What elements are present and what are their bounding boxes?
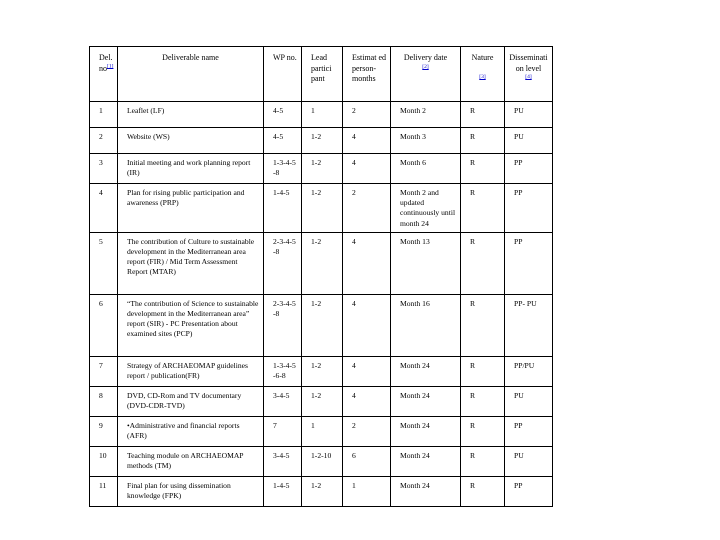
cell-deliverable-name: The contribution of Culture to sustainable development in the Mediterranean area report (FIR) / Mid Term Assessment Report (MTAR) (118, 232, 264, 294)
table-row (90, 128, 553, 154)
cell-wp-no: 2-3-4-5 -8 (264, 232, 302, 294)
cell-person-months: 4 (343, 356, 391, 386)
cell-dissemination-level: PP/PU (505, 356, 553, 386)
cell-deliverable-name: Initial meeting and work planning report (IR) (118, 154, 264, 184)
footnote-link-4[interactable]: [4] (525, 74, 532, 80)
cell-delivery-date: Month 6 (391, 154, 461, 184)
cell-lead-participant: 1-2 (302, 154, 343, 184)
cell-lead-participant: 1-2 (302, 184, 343, 233)
table-row (90, 154, 553, 184)
header-delivery-date: Delivery date [2] (391, 47, 461, 102)
table-row (90, 416, 553, 446)
cell-nature: R (461, 128, 505, 154)
cell-del-no: 8 (90, 386, 118, 416)
header-person-months: Estimat ed person-months (343, 47, 391, 102)
footnote-link-1[interactable]: [1] (107, 62, 114, 69)
table-row (90, 476, 553, 506)
cell-person-months: 4 (343, 128, 391, 154)
cell-nature: R (461, 446, 505, 476)
footnote-link-2[interactable]: [2] (422, 63, 429, 70)
header-wp-no: WP no. (264, 47, 302, 102)
cell-nature: R (461, 356, 505, 386)
cell-delivery-date: Month 2 and updated continuously until month 24 (391, 184, 461, 233)
cell-deliverable-name: •Administrative and financial reports (AFR) (118, 416, 264, 446)
cell-person-months: 2 (343, 416, 391, 446)
cell-lead-participant: 1 (302, 416, 343, 446)
cell-nature: R (461, 232, 505, 294)
cell-deliverable-name: Teaching module on ARCHAEOMAP methods (TM) (118, 446, 264, 476)
cell-delivery-date: Month 24 (391, 356, 461, 386)
cell-lead-participant: 1-2 (302, 386, 343, 416)
cell-dissemination-level: PU (505, 128, 553, 154)
cell-dissemination-level: PP (505, 154, 553, 184)
cell-nature: R (461, 294, 505, 356)
cell-lead-participant: 1-2 (302, 232, 343, 294)
cell-person-months: 4 (343, 386, 391, 416)
cell-dissemination-level: PP (505, 232, 553, 294)
cell-nature: R (461, 416, 505, 446)
cell-del-no: 9 (90, 416, 118, 446)
deliverables-table (89, 46, 553, 507)
cell-delivery-date: Month 24 (391, 446, 461, 476)
cell-lead-participant: 1-2 (302, 294, 343, 356)
cell-dissemination-level: PP (505, 476, 553, 506)
header-lead-participant: Lead partici pant (302, 47, 343, 102)
cell-wp-no: 1-4-5 (264, 476, 302, 506)
cell-del-no: 3 (90, 154, 118, 184)
cell-person-months: 4 (343, 294, 391, 356)
cell-wp-no: 1-3-4-5 -8 (264, 154, 302, 184)
cell-lead-participant: 1-2 (302, 476, 343, 506)
cell-dissemination-level: PU (505, 386, 553, 416)
cell-wp-no: 4-5 (264, 128, 302, 154)
cell-wp-no: 2-3-4-5 -8 (264, 294, 302, 356)
cell-dissemination-level: PP (505, 416, 553, 446)
cell-wp-no: 1-3-4-5 -6-8 (264, 356, 302, 386)
table-row (90, 184, 553, 233)
cell-deliverable-name: Leaflet (LF) (118, 102, 264, 128)
cell-deliverable-name: Website (WS) (118, 128, 264, 154)
header-nature: Nature [3] (461, 47, 505, 102)
cell-delivery-date: Month 2 (391, 102, 461, 128)
cell-wp-no: 3-4-5 (264, 446, 302, 476)
cell-wp-no: 4-5 (264, 102, 302, 128)
table-row (90, 446, 553, 476)
cell-lead-participant: 1-2 (302, 356, 343, 386)
cell-del-no: 11 (90, 476, 118, 506)
cell-delivery-date: Month 13 (391, 232, 461, 294)
header-deliverable-name: Deliverable name (118, 47, 264, 102)
table-row (90, 102, 553, 128)
cell-person-months: 2 (343, 102, 391, 128)
table-row (90, 356, 553, 386)
cell-nature: R (461, 102, 505, 128)
cell-dissemination-level: PU (505, 102, 553, 128)
cell-del-no: 1 (90, 102, 118, 128)
cell-del-no: 5 (90, 232, 118, 294)
footnote-link-3[interactable]: [3] (479, 73, 486, 80)
cell-nature: R (461, 386, 505, 416)
table-row (90, 386, 553, 416)
cell-person-months: 4 (343, 232, 391, 294)
cell-wp-no: 7 (264, 416, 302, 446)
cell-nature: R (461, 476, 505, 506)
cell-person-months: 4 (343, 154, 391, 184)
cell-wp-no: 1-4-5 (264, 184, 302, 233)
cell-nature: R (461, 184, 505, 233)
table-row (90, 294, 553, 356)
cell-person-months: 2 (343, 184, 391, 233)
cell-deliverable-name: Final plan for using dissemination knowledge (FPK) (118, 476, 264, 506)
table-body (90, 102, 553, 507)
cell-lead-participant: 1-2 (302, 128, 343, 154)
header-row (90, 47, 553, 102)
cell-delivery-date: Month 24 (391, 476, 461, 506)
cell-person-months: 1 (343, 476, 391, 506)
cell-del-no: 6 (90, 294, 118, 356)
cell-deliverable-name: Plan for rising public participation and awareness (PRP) (118, 184, 264, 233)
table-row (90, 232, 553, 294)
cell-dissemination-level: PP (505, 184, 553, 233)
cell-delivery-date: Month 24 (391, 386, 461, 416)
cell-dissemination-level: PU (505, 446, 553, 476)
cell-delivery-date: Month 24 (391, 416, 461, 446)
cell-del-no: 10 (90, 446, 118, 476)
cell-deliverable-name: “The contribution of Science to sustainable development in the Mediterranean area” report (SIR) - PC Presentation about examined sites (PCP) (118, 294, 264, 356)
cell-wp-no: 3-4-5 (264, 386, 302, 416)
cell-dissemination-level: PP- PU (505, 294, 553, 356)
cell-lead-participant: 1-2-10 (302, 446, 343, 476)
cell-nature: R (461, 154, 505, 184)
cell-lead-participant: 1 (302, 102, 343, 128)
cell-del-no: 2 (90, 128, 118, 154)
cell-delivery-date: Month 3 (391, 128, 461, 154)
cell-deliverable-name: DVD, CD-Rom and TV documentary (DVD-CDR-TVD) (118, 386, 264, 416)
cell-del-no: 7 (90, 356, 118, 386)
cell-delivery-date: Month 16 (391, 294, 461, 356)
cell-del-no: 4 (90, 184, 118, 233)
header-dissemination-level: Disseminati on level [4] (505, 47, 553, 102)
cell-deliverable-name: Strategy of ARCHAEOMAP guidelines report / publication(FR) (118, 356, 264, 386)
header-del-no: Del. no[1] (90, 47, 118, 102)
cell-person-months: 6 (343, 446, 391, 476)
